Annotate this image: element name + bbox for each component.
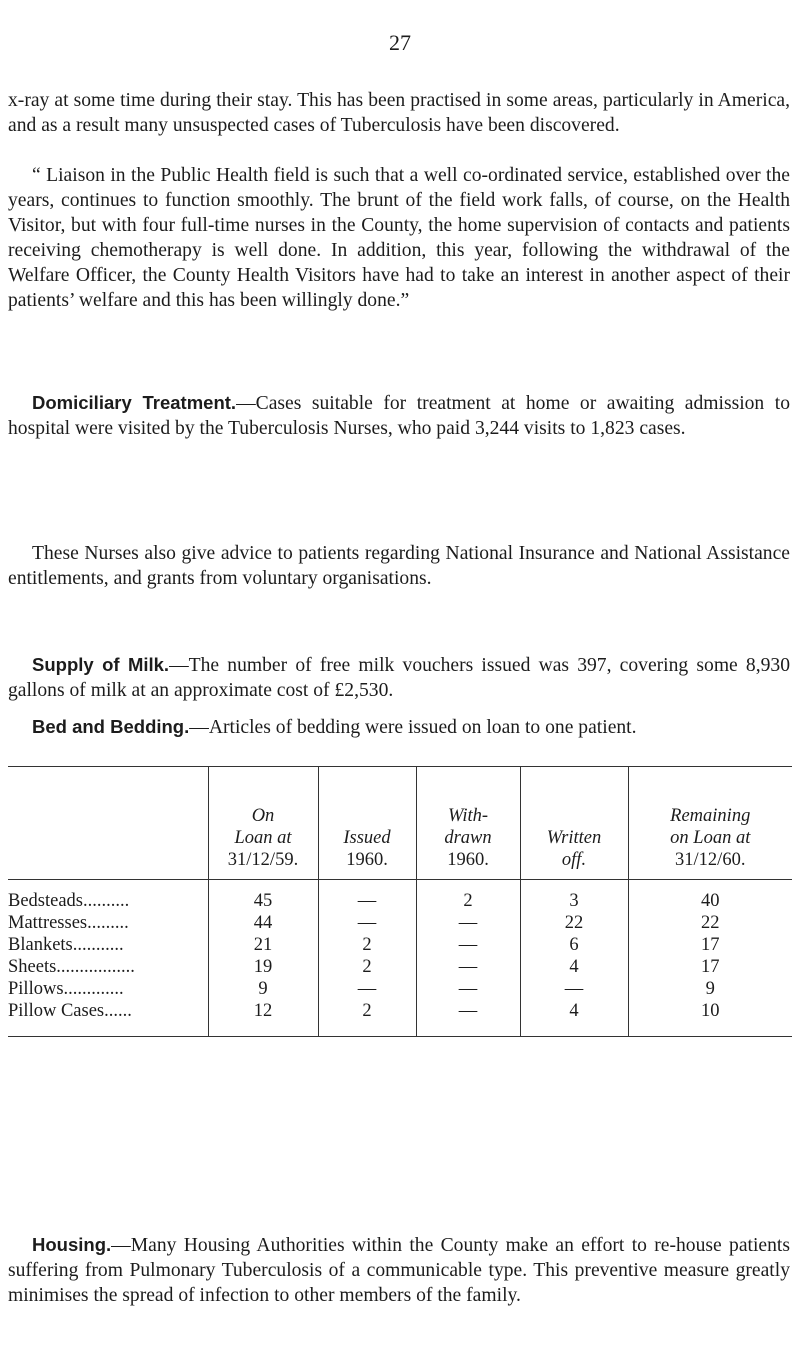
paragraph-domiciliary-treatment (8, 390, 790, 441)
header-remaining-line1: Remaining (670, 806, 751, 826)
cell-issued: 2 (318, 934, 416, 956)
page-number: 27 (389, 30, 411, 55)
cell-issued: — (318, 978, 416, 1000)
header-written-off-line1: Written (546, 828, 602, 848)
header-withdrawn-line1: With- (447, 806, 489, 826)
cell-remaining: 9 (628, 978, 792, 1000)
paragraph-nurses-advice: These Nurses also give advice to patients regarding National Insurance and National Assistance entitlements, and grants from voluntary organisations. (8, 543, 790, 589)
table-header-row (8, 767, 792, 880)
cell-on-loan: 21 (208, 934, 318, 956)
cell-remaining: 17 (628, 956, 792, 978)
header-on-loan-line3: 31/12/59. (227, 850, 299, 870)
header-withdrawn-line2: drawn (444, 828, 492, 848)
cell-issued: — (318, 912, 416, 934)
cell-item: Bedsteads.......... (8, 891, 130, 911)
header-withdrawn-line3: 1960. (447, 850, 489, 870)
cell-withdrawn: — (416, 1000, 520, 1037)
cell-remaining: 17 (628, 934, 792, 956)
heading-supply-of-milk: Supply of Milk. (32, 654, 170, 675)
body-bed-and-bedding: —Articles of bedding were issued on loan to one patient. (189, 717, 637, 738)
cell-on-loan: 44 (208, 912, 318, 934)
cell-remaining: 22 (628, 912, 792, 934)
cell-withdrawn: — (416, 912, 520, 934)
header-remaining-line3: 31/12/60. (675, 850, 746, 870)
table-row (8, 1000, 792, 1037)
paragraph-liaison-quote: “ Liaison in the Public Health field is such that a well co-ordinated service, established over the years, continues to function smoothly. The brunt of the field work falls, of course, on the Health Visitor, but with four full-time nurses in the County, the home supervision of contacts and patients receiving chemotherapy is well done. In addition, this year, following the withdrawal of the Welfare Officer, the County Health Visitors have had to take an interest in another aspect of their patients’ welfare and this has been willingly done.” (8, 165, 790, 311)
heading-domiciliary-treatment: Domiciliary Treatment. (32, 392, 237, 413)
header-issued-line2: 1960. (346, 850, 388, 870)
cell-written-off: 4 (520, 956, 628, 978)
paragraph-xray: x-ray at some time during their stay. This has been practised in some areas, particularly in America, and as a result many unsuspected cases of Tuberculosis have been discovered. (8, 90, 790, 136)
cell-remaining: 10 (628, 1000, 792, 1037)
cell-written-off: — (520, 978, 628, 1000)
header-written-off (520, 767, 628, 880)
table-row (8, 978, 792, 1000)
header-on-loan (208, 767, 318, 880)
cell-withdrawn: 2 (416, 880, 520, 913)
cell-on-loan: 12 (208, 1000, 318, 1037)
paragraph-bed-and-bedding (8, 714, 790, 740)
cell-item: Pillows............. (8, 979, 124, 999)
cell-item: Mattresses......... (8, 913, 129, 933)
cell-written-off: 22 (520, 912, 628, 934)
header-withdrawn (416, 767, 520, 880)
header-written-off-line2: off. (561, 850, 587, 870)
paragraph-housing (8, 1232, 790, 1308)
heading-housing: Housing. (32, 1234, 112, 1255)
cell-item: Pillow Cases...... (8, 1001, 132, 1021)
heading-bed-and-bedding: Bed and Bedding. (32, 716, 190, 737)
header-remaining-line2: on Loan at (670, 828, 751, 848)
cell-on-loan: 45 (208, 880, 318, 913)
cell-issued: 2 (318, 1000, 416, 1037)
cell-withdrawn: — (416, 956, 520, 978)
paragraph-supply-of-milk (8, 652, 790, 703)
cell-written-off: 4 (520, 1000, 628, 1037)
header-issued-line1: Issued (343, 828, 391, 848)
header-item (8, 767, 208, 880)
cell-item: Blankets........... (8, 935, 124, 955)
cell-on-loan: 9 (208, 978, 318, 1000)
body-housing: —Many Housing Authorities within the County make an effort to re-house patients suffering from Pulmonary Tuberculosis of a communicable type. This preventive measure greatly minimises the spread of infection to other members of the family. (8, 1235, 790, 1306)
table-row (8, 956, 792, 978)
cell-issued: 2 (318, 956, 416, 978)
table-row (8, 880, 792, 913)
header-issued (318, 767, 416, 880)
body-domiciliary-treatment: —Cases suitable for treatment at home or awaiting admission to hospital were visited by the Tuberculosis Nurses, who paid 3,244 visits to 1,823 cases. (8, 393, 790, 439)
table-row (8, 934, 792, 956)
cell-withdrawn: — (416, 934, 520, 956)
cell-written-off: 6 (520, 934, 628, 956)
header-on-loan-line2: Loan at (234, 828, 292, 848)
table-row (8, 912, 792, 934)
header-on-loan-line1: On (251, 806, 275, 826)
cell-on-loan: 19 (208, 956, 318, 978)
bedding-table (8, 766, 792, 1037)
header-remaining (628, 767, 792, 880)
cell-written-off: 3 (520, 880, 628, 913)
cell-remaining: 40 (628, 880, 792, 913)
cell-withdrawn: — (416, 978, 520, 1000)
cell-item: Sheets................. (8, 957, 135, 977)
body-supply-of-milk: —The number of free milk vouchers issued was 397, covering some 8,930 gallons of milk at an approximate cost of £2,530. (8, 655, 791, 701)
cell-issued: — (318, 880, 416, 913)
